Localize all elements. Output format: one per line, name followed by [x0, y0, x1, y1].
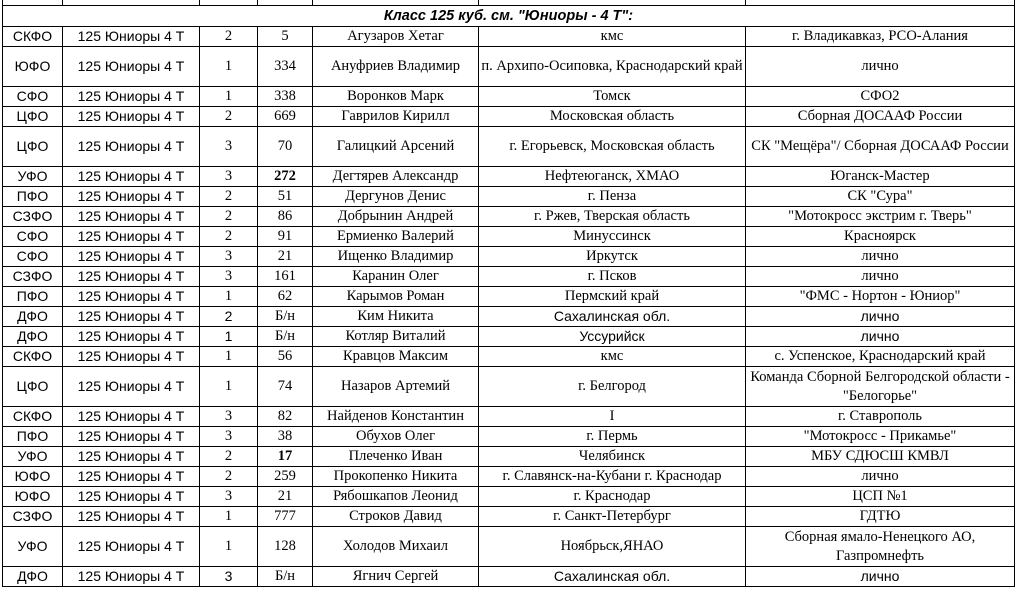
team-cell: Команда Сборной Белгородской области - "Белогорье" [746, 367, 1015, 407]
table-row [3, 527, 1015, 567]
class-cell: 125 Юниоры 4 Т [63, 47, 200, 87]
class-title-row [3, 6, 1015, 27]
class-cell: 125 Юниоры 4 Т [63, 527, 200, 567]
table-row [3, 167, 1015, 187]
group-cell: 3 [200, 407, 258, 427]
bib-number-cell: 161 [258, 267, 313, 287]
group-cell: 2 [200, 107, 258, 127]
bib-number-cell: 128 [258, 527, 313, 567]
region-cell: УФО [3, 527, 63, 567]
team-cell: ЦСП №1 [746, 487, 1015, 507]
region-cell: СКФО [3, 27, 63, 47]
team-cell: СК "Мещёра"/ Сборная ДОСААФ России [746, 127, 1015, 167]
region-cell: СФО [3, 87, 63, 107]
rider-name-cell: Котляр Виталий [313, 327, 479, 347]
rider-name-cell: Гаврилов Кирилл [313, 107, 479, 127]
class-cell: 125 Юниоры 4 Т [63, 267, 200, 287]
table-row [3, 567, 1015, 587]
city-cell: г. Славянск-на-Кубани г. Краснодар [479, 467, 746, 487]
class-cell: 125 Юниоры 4 Т [63, 87, 200, 107]
table-row [3, 247, 1015, 267]
class-cell: 125 Юниоры 4 Т [63, 207, 200, 227]
region-cell: ЮФО [3, 487, 63, 507]
team-cell: лично [746, 567, 1015, 587]
region-cell: ДФО [3, 567, 63, 587]
class-cell: 125 Юниоры 4 Т [63, 467, 200, 487]
team-cell: Сборная ямало-Ненецкого АО, Газпромнефть [746, 527, 1015, 567]
city-cell: Иркутск [479, 247, 746, 267]
team-cell: "Мотокросс - Прикамье" [746, 427, 1015, 447]
rider-name-cell: Ермиенко Валерий [313, 227, 479, 247]
class-title: Класс 125 куб. см. "Юниоры - 4 Т": [3, 6, 1015, 27]
rider-name-cell: Кравцов Максим [313, 347, 479, 367]
class-cell: 125 Юниоры 4 Т [63, 567, 200, 587]
team-cell: лично [746, 307, 1015, 327]
city-cell: г. Краснодар [479, 487, 746, 507]
rider-name-cell: Строков Давид [313, 507, 479, 527]
group-cell: 2 [200, 447, 258, 467]
team-cell: лично [746, 47, 1015, 87]
region-cell: ПФО [3, 427, 63, 447]
table-row [3, 427, 1015, 447]
table-row [3, 327, 1015, 347]
table-row [3, 467, 1015, 487]
table-row [3, 207, 1015, 227]
rider-name-cell: Ким Никита [313, 307, 479, 327]
bib-number-cell: 74 [258, 367, 313, 407]
class-cell: 125 Юниоры 4 Т [63, 487, 200, 507]
table-row [3, 507, 1015, 527]
team-cell: лично [746, 247, 1015, 267]
city-cell: кмс [479, 27, 746, 47]
region-cell: СЗФО [3, 267, 63, 287]
class-cell: 125 Юниоры 4 Т [63, 347, 200, 367]
table-row [3, 107, 1015, 127]
class-cell: 125 Юниоры 4 Т [63, 187, 200, 207]
team-cell: лично [746, 327, 1015, 347]
rider-name-cell: Плеченко Иван [313, 447, 479, 467]
rider-name-cell: Ягнич Сергей [313, 567, 479, 587]
city-cell: г. Пермь [479, 427, 746, 447]
table-row [3, 227, 1015, 247]
region-cell: СКФО [3, 407, 63, 427]
bib-number-cell: 272 [258, 167, 313, 187]
group-cell: 2 [200, 187, 258, 207]
team-cell: лично [746, 267, 1015, 287]
group-cell: 2 [200, 467, 258, 487]
table-row [3, 307, 1015, 327]
region-cell: СФО [3, 247, 63, 267]
bib-number-cell: 777 [258, 507, 313, 527]
city-cell: Сахалинская обл. [479, 567, 746, 587]
city-cell: г. Пенза [479, 187, 746, 207]
region-cell: СФО [3, 227, 63, 247]
city-cell: кмс [479, 347, 746, 367]
rider-name-cell: Найденов Константин [313, 407, 479, 427]
group-cell: 3 [200, 487, 258, 507]
city-cell: г. Егорьевск, Московская область [479, 127, 746, 167]
rider-name-cell: Ануфриев Владимир [313, 47, 479, 87]
rider-name-cell: Ищенко Владимир [313, 247, 479, 267]
class-cell: 125 Юниоры 4 Т [63, 127, 200, 167]
team-cell: ГДТЮ [746, 507, 1015, 527]
rider-name-cell: Дегтярев Александр [313, 167, 479, 187]
class-cell: 125 Юниоры 4 Т [63, 307, 200, 327]
class-cell: 125 Юниоры 4 Т [63, 427, 200, 447]
group-cell: 1 [200, 367, 258, 407]
group-cell: 1 [200, 47, 258, 87]
table-row [3, 27, 1015, 47]
table-row [3, 487, 1015, 507]
team-cell: "ФМС - Нортон - Юниор" [746, 287, 1015, 307]
rider-name-cell: Обухов Олег [313, 427, 479, 447]
region-cell: ЦФО [3, 107, 63, 127]
city-cell: г. Белгород [479, 367, 746, 407]
class-cell: 125 Юниоры 4 Т [63, 107, 200, 127]
region-cell: ЦФО [3, 127, 63, 167]
table-row [3, 367, 1015, 407]
table-row [3, 87, 1015, 107]
bib-number-cell: 82 [258, 407, 313, 427]
city-cell: Нефтеюганск, ХМАО [479, 167, 746, 187]
bib-number-cell: 21 [258, 247, 313, 267]
class-cell: 125 Юниоры 4 Т [63, 287, 200, 307]
group-cell: 3 [200, 167, 258, 187]
bib-number-cell: 338 [258, 87, 313, 107]
bib-number-cell: 56 [258, 347, 313, 367]
city-cell: Сахалинская обл. [479, 307, 746, 327]
bib-number-cell: Б/н [258, 307, 313, 327]
table-row [3, 127, 1015, 167]
bib-number-cell: 62 [258, 287, 313, 307]
rider-name-cell: Прокопенко Никита [313, 467, 479, 487]
city-cell: г. Санкт-Петербург [479, 507, 746, 527]
table-row [3, 407, 1015, 427]
table-row [3, 347, 1015, 367]
bib-number-cell: 51 [258, 187, 313, 207]
team-cell: г. Ставрополь [746, 407, 1015, 427]
class-cell: 125 Юниоры 4 Т [63, 227, 200, 247]
city-cell: г. Псков [479, 267, 746, 287]
bib-number-cell: 86 [258, 207, 313, 227]
region-cell: СЗФО [3, 507, 63, 527]
table-row [3, 447, 1015, 467]
team-cell: СФО2 [746, 87, 1015, 107]
region-cell: ЮФО [3, 467, 63, 487]
bib-number-cell: Б/н [258, 327, 313, 347]
bib-number-cell: 21 [258, 487, 313, 507]
team-cell: СК "Сура" [746, 187, 1015, 207]
table-row [3, 267, 1015, 287]
group-cell: 2 [200, 227, 258, 247]
region-cell: ЦФО [3, 367, 63, 407]
class-cell: 125 Юниоры 4 Т [63, 367, 200, 407]
class-cell: 125 Юниоры 4 Т [63, 447, 200, 467]
rider-name-cell: Дергунов Денис [313, 187, 479, 207]
region-cell: ПФО [3, 287, 63, 307]
group-cell: 1 [200, 527, 258, 567]
rider-name-cell: Карымов Роман [313, 287, 479, 307]
results-table [2, 0, 1015, 587]
table-row [3, 47, 1015, 87]
city-cell: Московская область [479, 107, 746, 127]
rider-name-cell: Добрынин Андрей [313, 207, 479, 227]
group-cell: 3 [200, 567, 258, 587]
region-cell: УФО [3, 447, 63, 467]
group-cell: 1 [200, 327, 258, 347]
bib-number-cell: 91 [258, 227, 313, 247]
city-cell: п. Архипо-Осиповка, Краснодарский край [479, 47, 746, 87]
class-cell: 125 Юниоры 4 Т [63, 507, 200, 527]
city-cell: Уссурийск [479, 327, 746, 347]
bib-number-cell: Б/н [258, 567, 313, 587]
team-cell: "Мотокросс экстрим г. Тверь" [746, 207, 1015, 227]
group-cell: 1 [200, 507, 258, 527]
team-cell: Юганск-Мастер [746, 167, 1015, 187]
class-cell: 125 Юниоры 4 Т [63, 327, 200, 347]
group-cell: 1 [200, 87, 258, 107]
table-row [3, 187, 1015, 207]
group-cell: 3 [200, 267, 258, 287]
city-cell: Челябинск [479, 447, 746, 467]
rider-name-cell: Рябошкапов Леонид [313, 487, 479, 507]
rider-name-cell: Каранин Олег [313, 267, 479, 287]
team-cell: Сборная ДОСААФ России [746, 107, 1015, 127]
group-cell: 2 [200, 27, 258, 47]
region-cell: СЗФО [3, 207, 63, 227]
bib-number-cell: 5 [258, 27, 313, 47]
group-cell: 3 [200, 247, 258, 267]
city-cell: Ноябрьск,ЯНАО [479, 527, 746, 567]
rider-name-cell: Галицкий Арсений [313, 127, 479, 167]
group-cell: 2 [200, 307, 258, 327]
region-cell: ДФО [3, 307, 63, 327]
class-cell: 125 Юниоры 4 Т [63, 407, 200, 427]
region-cell: УФО [3, 167, 63, 187]
rider-name-cell: Холодов Михаил [313, 527, 479, 567]
city-cell: Томск [479, 87, 746, 107]
group-cell: 2 [200, 207, 258, 227]
region-cell: СКФО [3, 347, 63, 367]
team-cell: Красноярск [746, 227, 1015, 247]
team-cell: г. Владикавказ, РСО-Алания [746, 27, 1015, 47]
class-cell: 125 Юниоры 4 Т [63, 247, 200, 267]
bib-number-cell: 38 [258, 427, 313, 447]
region-cell: ДФО [3, 327, 63, 347]
group-cell: 1 [200, 287, 258, 307]
class-cell: 125 Юниоры 4 Т [63, 27, 200, 47]
team-cell: с. Успенское, Краснодарский край [746, 347, 1015, 367]
region-cell: ПФО [3, 187, 63, 207]
region-cell: ЮФО [3, 47, 63, 87]
city-cell: I [479, 407, 746, 427]
table-row [3, 287, 1015, 307]
group-cell: 3 [200, 127, 258, 167]
city-cell: Пермский край [479, 287, 746, 307]
group-cell: 3 [200, 427, 258, 447]
city-cell: г. Ржев, Тверская область [479, 207, 746, 227]
bib-number-cell: 70 [258, 127, 313, 167]
bib-number-cell: 334 [258, 47, 313, 87]
group-cell: 1 [200, 347, 258, 367]
team-cell: МБУ СДЮСШ КМВЛ [746, 447, 1015, 467]
rider-name-cell: Воронков Марк [313, 87, 479, 107]
table-body [3, 0, 1015, 587]
rider-name-cell: Назаров Артемий [313, 367, 479, 407]
class-cell: 125 Юниоры 4 Т [63, 167, 200, 187]
team-cell: лично [746, 467, 1015, 487]
bib-number-cell: 17 [258, 447, 313, 467]
bib-number-cell: 259 [258, 467, 313, 487]
rider-name-cell: Агузаров Хетаг [313, 27, 479, 47]
city-cell: Минуссинск [479, 227, 746, 247]
bib-number-cell: 669 [258, 107, 313, 127]
